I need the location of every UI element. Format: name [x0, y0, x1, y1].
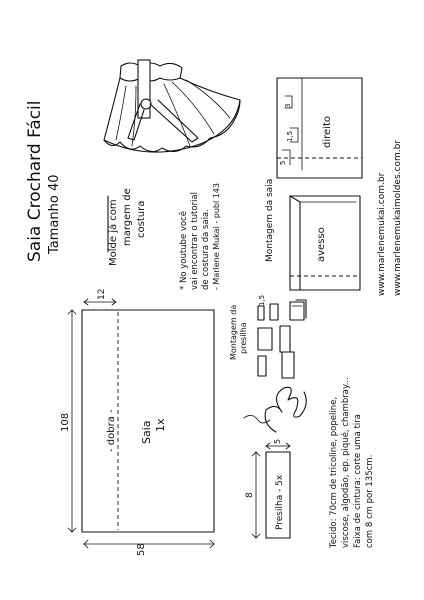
fabric-note-line2: viscose, algodão, ep. piqué, chambray...	[341, 377, 351, 548]
skirt-height-label: 58	[136, 543, 147, 556]
youtube-note-line4: - Marlene Mukai - publ 143	[212, 182, 221, 290]
label-15-a: 1,5	[286, 130, 294, 142]
molde-note-line1: Molde já com	[108, 199, 119, 266]
montagem-presilha-line2: presilha	[239, 322, 248, 354]
direito-label: direito	[322, 116, 333, 148]
montagem-saia-label: Montagem da saia	[265, 178, 275, 262]
montagem-presilha-line1: Montagem da	[229, 304, 238, 360]
presilha-name-label: Presilha - 5x	[275, 474, 285, 530]
presilha-length-label: 8	[245, 492, 255, 498]
skirt-qty-label: 1x	[154, 418, 167, 432]
youtube-note-line2: vai encontrar o tutorial	[190, 192, 200, 290]
skirt-illustration	[104, 60, 240, 152]
website-2: www.marlenemukaimoldes.com.br	[393, 140, 403, 296]
website-1: www.marlenemukai.com.br	[377, 172, 387, 296]
label-5: 5	[279, 160, 287, 165]
fabric-note-line1: Tecido: 70cm de tricoline, popeline,	[329, 396, 339, 548]
assembly-diagram-direito	[277, 78, 362, 178]
skirt-width-label: 108	[60, 412, 71, 432]
pattern-size: Tamanho 40	[47, 174, 62, 254]
molde-note-line2: margem de	[122, 188, 133, 246]
label-3: 3	[284, 103, 292, 108]
skirt-name-label: Saia	[140, 420, 153, 444]
avesso-label: avesso	[316, 227, 327, 262]
label-15-b: 1,5	[258, 294, 266, 306]
fold-offset-label: 12	[97, 288, 107, 300]
presilha-width-label: 5	[273, 438, 282, 444]
signature	[244, 387, 306, 432]
youtube-note-line3: de costura da saia.	[201, 209, 211, 290]
fabric-note-line4: com 8 cm por 135cm.	[365, 454, 375, 548]
presilha-assembly	[258, 300, 306, 378]
fabric-note-line3: Faixa de cintura: corte uma tira	[353, 414, 363, 548]
molde-note-line3: costura	[136, 200, 147, 238]
youtube-note-line1: * No youtube você	[179, 210, 189, 290]
fold-label: - dobra -	[106, 409, 117, 452]
pattern-title: Saia Crochard Fácil	[25, 100, 45, 262]
